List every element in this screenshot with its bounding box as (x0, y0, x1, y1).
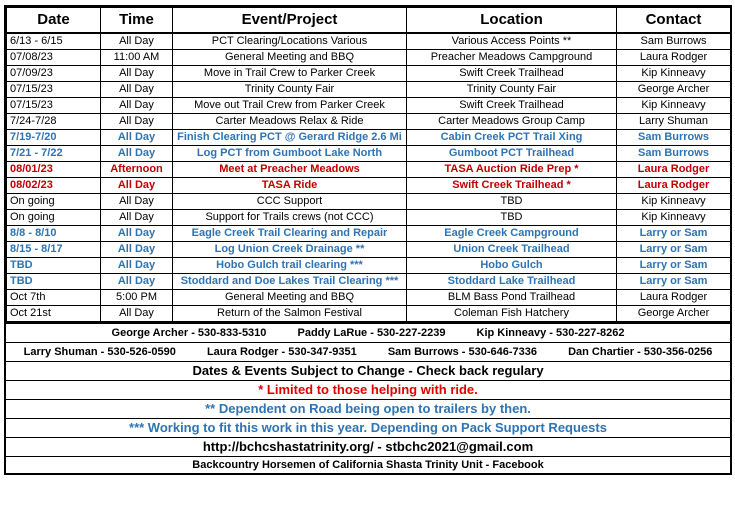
schedule-row (7, 50, 731, 66)
triple-star-note: *** Working to fit this work in this year. Depending on Pack Support Requests (6, 419, 730, 438)
cell-contact: Laura Rodger (617, 290, 731, 306)
schedule-row (7, 114, 731, 130)
cell-location: Preacher Meadows Campground (407, 50, 617, 66)
schedule-table (6, 7, 731, 322)
cell-date: 8/8 - 8/10 (7, 226, 101, 242)
cell-contact: Kip Kinneavy (617, 194, 731, 210)
cell-date: TBD (7, 274, 101, 290)
cell-location: Coleman Fish Hatchery (407, 306, 617, 322)
contact-entry: Laura Rodger - 530-347-9351 (206, 346, 357, 358)
cell-date: 07/09/23 (7, 66, 101, 82)
cell-time: All Day (101, 114, 173, 130)
cell-contact: Laura Rodger (617, 162, 731, 178)
schedule-row (7, 162, 731, 178)
schedule-row (7, 306, 731, 322)
cell-event: Move out Trail Crew from Parker Creek (173, 98, 407, 114)
cell-event: Trinity County Fair (173, 82, 407, 98)
cell-contact: George Archer (617, 306, 731, 322)
cell-time: All Day (101, 242, 173, 258)
cell-time: All Day (101, 98, 173, 114)
cell-date: 08/02/23 (7, 178, 101, 194)
cell-date: 07/08/23 (7, 50, 101, 66)
cell-date: 7/19-7/20 (7, 130, 101, 146)
header-event: Event/Project (173, 8, 407, 34)
cell-contact: Larry Shuman (617, 114, 731, 130)
cell-event: Support for Trails crews (not CCC) (173, 210, 407, 226)
contacts-row-2 (6, 343, 730, 362)
cell-time: All Day (101, 226, 173, 242)
contact-entry: Paddy LaRue - 530-227-2239 (297, 327, 446, 339)
cell-date: Oct 21st (7, 306, 101, 322)
cell-time: All Day (101, 274, 173, 290)
cell-time: All Day (101, 306, 173, 322)
cell-contact: Sam Burrows (617, 130, 731, 146)
cell-contact: Larry or Sam (617, 242, 731, 258)
cell-time: All Day (101, 194, 173, 210)
cell-location: Various Access Points ** (407, 33, 617, 50)
cell-event: CCC Support (173, 194, 407, 210)
cell-contact: Laura Rodger (617, 50, 731, 66)
cell-date: 07/15/23 (7, 82, 101, 98)
cell-event: Eagle Creek Trail Clearing and Repair (173, 226, 407, 242)
contact-entry: Dan Chartier - 530-356-0256 (568, 346, 713, 358)
cell-contact: Sam Burrows (617, 146, 731, 162)
contact-entry: Sam Burrows - 530-646-7336 (387, 346, 537, 358)
cell-location: Hobo Gulch (407, 258, 617, 274)
cell-date: 08/01/23 (7, 162, 101, 178)
cell-event: General Meeting and BBQ (173, 290, 407, 306)
schedule-row (7, 194, 731, 210)
single-star-note: * Limited to those helping with ride. (6, 381, 730, 400)
cell-location: Swift Creek Trailhead (407, 66, 617, 82)
cell-contact: Kip Kinneavy (617, 210, 731, 226)
cell-time: All Day (101, 82, 173, 98)
schedule-rows (7, 33, 731, 322)
change-notice: Dates & Events Subject to Change - Check back regulary (6, 362, 730, 381)
cell-event: TASA Ride (173, 178, 407, 194)
cell-time: All Day (101, 178, 173, 194)
website-email-line[interactable]: http://bchcshastatrinity.org/ - stbchc2021@gmail.com (6, 438, 730, 457)
schedule-row (7, 33, 731, 50)
schedule-sheet (4, 5, 732, 475)
cell-event: Move in Trail Crew to Parker Creek (173, 66, 407, 82)
cell-location: BLM Bass Pond Trailhead (407, 290, 617, 306)
schedule-row (7, 98, 731, 114)
cell-time: All Day (101, 130, 173, 146)
cell-time: All Day (101, 66, 173, 82)
header-location: Location (407, 8, 617, 34)
cell-location: Stoddard Lake Trailhead (407, 274, 617, 290)
cell-date: On going (7, 210, 101, 226)
cell-contact: Larry or Sam (617, 226, 731, 242)
cell-event: Carter Meadows Relax & Ride (173, 114, 407, 130)
cell-event: Hobo Gulch trail clearing *** (173, 258, 407, 274)
cell-contact: Laura Rodger (617, 178, 731, 194)
schedule-row (7, 178, 731, 194)
cell-date: 8/15 - 8/17 (7, 242, 101, 258)
cell-location: TASA Auction Ride Prep * (407, 162, 617, 178)
cell-location: Union Creek Trailhead (407, 242, 617, 258)
cell-time: All Day (101, 258, 173, 274)
header-row (7, 8, 731, 34)
cell-contact: Kip Kinneavy (617, 98, 731, 114)
cell-date: 07/15/23 (7, 98, 101, 114)
cell-event: General Meeting and BBQ (173, 50, 407, 66)
cell-date: On going (7, 194, 101, 210)
double-star-note: ** Dependent on Road being open to trailers by then. (6, 400, 730, 419)
cell-date: TBD (7, 258, 101, 274)
header-time: Time (101, 8, 173, 34)
cell-time: Afternoon (101, 162, 173, 178)
header-contact: Contact (617, 8, 731, 34)
cell-event: PCT Clearing/Locations Various (173, 33, 407, 50)
cell-location: Cabin Creek PCT Trail Xing (407, 130, 617, 146)
cell-contact: George Archer (617, 82, 731, 98)
schedule-row (7, 226, 731, 242)
cell-contact: Larry or Sam (617, 258, 731, 274)
organization-line: Backcountry Horsemen of California Shasta Trinity Unit - Facebook (192, 459, 544, 471)
schedule-row (7, 274, 731, 290)
cell-time: All Day (101, 146, 173, 162)
contacts-row-1 (6, 324, 730, 343)
cell-location: Swift Creek Trailhead (407, 98, 617, 114)
cell-contact: Sam Burrows (617, 33, 731, 50)
cell-location: Eagle Creek Campground (407, 226, 617, 242)
cell-event: Return of the Salmon Festival (173, 306, 407, 322)
schedule-row (7, 146, 731, 162)
schedule-row (7, 242, 731, 258)
schedule-row (7, 66, 731, 82)
cell-time: 5:00 PM (101, 290, 173, 306)
cell-date: 7/24-7/28 (7, 114, 101, 130)
cell-location: Trinity County Fair (407, 82, 617, 98)
cell-time: All Day (101, 33, 173, 50)
contact-entry: George Archer - 530-833-5310 (111, 327, 267, 339)
cell-contact: Larry or Sam (617, 274, 731, 290)
schedule-row (7, 290, 731, 306)
cell-location: TBD (407, 210, 617, 226)
cell-event: Log PCT from Gumboot Lake North (173, 146, 407, 162)
schedule-row (7, 258, 731, 274)
contact-entry: Kip Kinneavy - 530-227-8262 (476, 327, 625, 339)
header-date: Date (7, 8, 101, 34)
cell-date: 7/21 - 7/22 (7, 146, 101, 162)
cell-event: Finish Clearing PCT @ Gerard Ridge 2.6 Mi (173, 130, 407, 146)
cell-time: All Day (101, 210, 173, 226)
cell-contact: Kip Kinneavy (617, 66, 731, 82)
cell-location: Carter Meadows Group Camp (407, 114, 617, 130)
schedule-row (7, 210, 731, 226)
cell-time: 11:00 AM (101, 50, 173, 66)
schedule-row (7, 82, 731, 98)
contact-entry: Larry Shuman - 530-526-0590 (23, 346, 176, 358)
footer (6, 322, 730, 473)
schedule-row (7, 130, 731, 146)
cell-location: Swift Creek Trailhead * (407, 178, 617, 194)
cell-location: TBD (407, 194, 617, 210)
cell-date: Oct 7th (7, 290, 101, 306)
cell-event: Meet at Preacher Meadows (173, 162, 407, 178)
cell-event: Log Union Creek Drainage ** (173, 242, 407, 258)
cell-date: 6/13 - 6/15 (7, 33, 101, 50)
cell-event: Stoddard and Doe Lakes Trail Clearing *** (173, 274, 407, 290)
cell-location: Gumboot PCT Trailhead (407, 146, 617, 162)
